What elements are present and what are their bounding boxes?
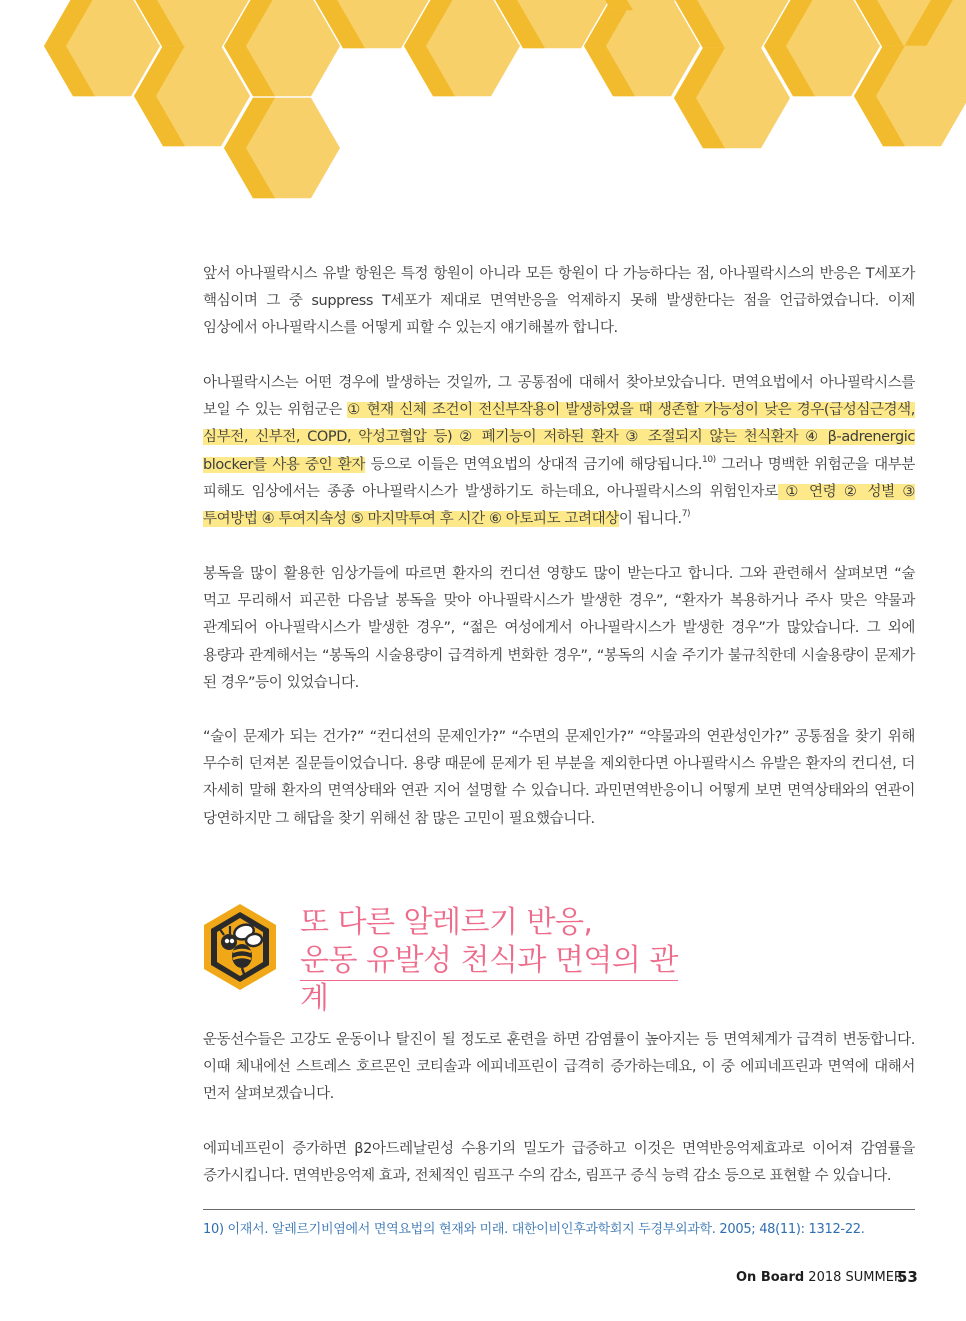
citation-7: 7) (681, 509, 691, 520)
section-heading-line1: 또 다른 알레르기 반응, (300, 905, 593, 940)
page-number: 53 (897, 1268, 918, 1286)
risk-text-b: 등으로 이들은 면역요법의 상대적 금기에 해당됩니다. (365, 456, 703, 473)
bee-venom-paragraph: 봉독을 많이 활용한 임상가들에 따르면 환자의 컨디션 영향도 많이 받는다고 합니다. 그와 관련해서 살펴보면 “술 먹고 무리해서 피곤한 다음날 봉독을 맞아 아나필락시스가 발생한 경우”, “환자가 복용하거나 주사 맞은 약물과 관계되어 아나필락시스가 발생한 경우”, “젊은 여성에게서 아나필락시스가 발생한 경우”가 많았습니다. 그 외에 용량과 관계해서는 “봉독의 시술용량이 급격하게 변화한 경우”, “봉독의 시술 주기가 불규칙한데 시술용량이 문제가 된 경우”등이 있었습니다. (203, 566, 915, 691)
risk-text-c: 그러나 명백한 위험군을 대부분 피해도 임상에서는 종종 아나필락시스가 발생하기도 하는데요, 아나필락시스의 위험인자로 (203, 456, 915, 500)
athlete-paragraph: 운동선수들은 고강도 운동이나 탈진이 될 정도로 훈련을 하면 감염률이 높아지는 등 면역체계가 급격히 변동합니다. 이때 체내에선 스트레스 호르몬인 코티솔과 에피네프린이 급격히 증가하는데요, 이 중 에피네프린과 면역에 대해서 먼저 살펴보겠습니다. (203, 1032, 915, 1103)
page-footer (736, 1270, 916, 1290)
epinephrine-paragraph: 에피네프린이 증가하면 β2아드레날린성 수용기의 밀도가 급증하고 이것은 면역반응억제효과로 이어져 감염률을 증가시킵니다. 면역반응억제 효과, 전체적인 림프구 수의 감소, 림프구 증식 능력 감소 등으로 표현할 수 있습니다. (203, 1141, 915, 1185)
section-heading (300, 904, 680, 1018)
footer-brand: On Board (736, 1270, 805, 1285)
heading-underline (300, 980, 678, 981)
questions-paragraph: “술이 문제가 되는 건가?” “컨디션의 문제인가?” “수면의 문제인가?” “약물과의 연관성인가?” 공통점을 찾기 위해 무수히 던져본 질문들이었습니다. 용량 때문에 문제가 된 부분을 제외한다면 아나필락시스 유발은 환자의 컨디션, 더 자세히 말해 환자의 면역상태와 연관 지어 설명할 수 있습니다. 과민면역반응이니 어떻게 보면 면역상태와의 연관이 당연하지만 그 해답을 찾기 위해선 참 많은 고민이 필요했습니다. (203, 729, 915, 827)
risk-factor-highlight: ① 연령 ② 성별 ③ 투여방법 ④ 투여지속성 ⑤ 마지막투여 후 시간 ⑥ 아토피도 고려대상 (203, 483, 915, 528)
footnote-10: 10) 이재서. 알레르기비염에서 면역요법의 현재와 미래. 대한이비인후과학회지 두경부외과학. 2005; 48(11): 1312-22. (203, 1222, 865, 1237)
section-heading-line2: 운동 유발성 천식과 면역의 관계 (300, 943, 678, 1016)
footer-season: 2018 SUMMER (804, 1270, 903, 1285)
intro-paragraph: 앞서 아나필락시스 유발 항원은 특정 항원이 아니라 모든 항원이 다 가능하다는 점, 아나필락시스의 반응은 T세포가 핵심이며 그 중 suppress T세포가 제대로 면역반응을 억제하지 못해 발생한다는 점을 언급하였습니다. 이제 임상에서 아나필락시스를 어떻게 피할 수 있는지 얘기해볼까 합니다. (203, 266, 915, 337)
risk-group-highlight: ① 현재 신체 조건이 전신부작용이 발생하였을 때 생존할 가능성이 낮은 경우(급성심근경색, 심부전, 신부전, COPD, 악성고혈압 등) ② 폐기능이 저하된 환자 ③ 조절되지 않는 천식환자 ④ β-adrenergic blocker를 사용 중인 환자 (203, 402, 915, 473)
risk-text-d: 이 됩니다. (618, 511, 682, 528)
honeycomb-decoration (0, 0, 966, 210)
risk-group-paragraph (203, 370, 915, 533)
citation-10: 10) (702, 454, 716, 465)
footnote-divider (203, 1209, 915, 1210)
risk-text-a: 아나필락시스는 어떤 경우에 발생하는 것일까, 그 공통점에 대해서 찾아보았습니다. 면역요법에서 아나필락시스를 보일 수 있는 위험군은 (203, 375, 915, 419)
bee-hexagon-icon (200, 902, 280, 992)
